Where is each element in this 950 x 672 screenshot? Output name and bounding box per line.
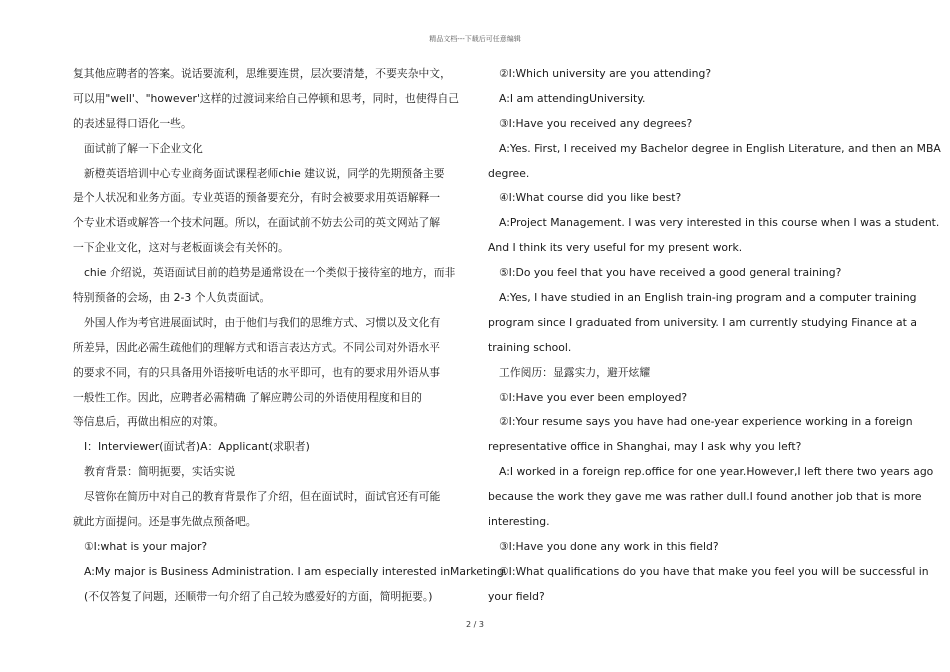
text-line: A:Yes, I have studied in an English train-ing program and a computer training [499,291,917,305]
text-line: 教育背景：简明扼要，实话实说 [84,465,236,479]
text-line: A:Yes. First, I received my Bachelor degree in English Literature, and then an MBA [499,141,941,155]
text-line: A:My major is Business Administration. I am especially interested inMarketing. [84,564,508,578]
text-line: training school. [488,340,572,354]
text-line: 外国人作为考官进展面试时，由于他们与我们的思维方式、习惯以及文化有 [84,315,441,329]
text-line: degree. [488,166,530,180]
text-line: 一下企业文化，这对与老板面谈会有关怀的。 [73,241,289,255]
text-line: 个专业术语或解答一个技术问题。所以，在面试前不妨去公司的英文网站了解 [73,216,441,230]
text-line: representative office in Shanghai, may I ask why you left? [488,440,802,454]
text-line: ③I:Have you received any degrees? [499,116,693,130]
text-line: 的表述显得口语化一些。 [73,116,192,130]
text-line: I：Interviewer(面试者)A：Applicant(求职者) [84,440,310,454]
text-line: 复其他应聘者的答案。说话要流利，思维要连贯，层次要清楚，不要夹杂中文， [73,67,451,80]
text-line: ④I:What course did you like best? [499,191,682,205]
text-line: program since I graduated from university. I am currently studying Finance at a [488,315,917,329]
page-header: 精品文档---下载后可任意编辑 [429,35,521,43]
text-line: ②I:Which university are you attending? [499,67,712,80]
text-line: (不仅答复了问题，还顺带一句介绍了自己较为感爱好的方面，简明扼要。) [84,589,433,603]
text-line: ④I:What qualifications do you have that make you feel you will be successful in [499,564,929,578]
right-column [488,62,941,610]
text-line: 工作阅历：显露实力，避开炫耀 [499,365,651,379]
text-line: 等信息后，再做出相应的对策。 [73,415,225,429]
text-line: your field? [488,589,545,603]
text-line: 是个人状况和业务方面。专业英语的预备要充分，有时会被要求用英语解释一 [73,191,441,205]
text-line: ①I:Have you ever been employed? [499,390,688,404]
text-line: interesting. [488,515,550,529]
text-line: 特别预备的会场，由 2-3 个人负责面试。 [73,291,271,305]
text-line: 所差异，因此必需生疏他们的理解方式和语言表达方式。不同公司对外语水平 [73,340,441,354]
text-line: 可以用"well'、"however'这样的过渡词来给自己停顿和思考，同时，也使得自己 [73,91,460,105]
left-column [73,62,508,610]
text-line: ③I:Have you done any work in this field? [499,539,719,553]
text-line: A:I worked in a foreign rep.office for one year.However,I left there two years ago [499,465,934,479]
text-line: 面试前了解一下企业文化 [84,141,203,155]
text-line: ①I:what is your major? [84,539,208,553]
text-line: ⑤I:Do you feel that you have received a good general training? [499,266,842,280]
text-line: 新橙英语培训中心专业商务面试课程老师chie 建议说，同学的先期预备主要 [84,166,445,180]
page-number: 2 / 3 [466,620,484,629]
text-line: A:I am attendingUniversity. [499,91,646,105]
text-line: chie 介绍说，英语面试目前的趋势是通常设在一个类似于接待室的地方，而非 [84,266,456,280]
text-line: because the work they gave me was rather dull.I found another job that is more [488,490,922,504]
text-line: 尽管你在简历中对自己的教育背景作了介绍，但在面试时，面试官还有可能 [84,490,441,504]
text-line: 的要求不同，有的只具备用外语接听电话的水平即可，也有的要求用外语从事 [73,365,441,379]
text-line: ②I:Your resume says you have had one-year experience working in a foreign [499,415,913,429]
text-line: 就此方面提问。还是事先做点预备吧。 [73,515,257,529]
text-line: A:Project Management. I was very interested in this course when I was a student. [499,216,940,230]
text-line: 一般性工作。因此，应聘者必需精确 了解应聘公司的外语使用程度和目的 [73,390,422,404]
text-line: And I think its very useful for my present work. [488,241,743,255]
